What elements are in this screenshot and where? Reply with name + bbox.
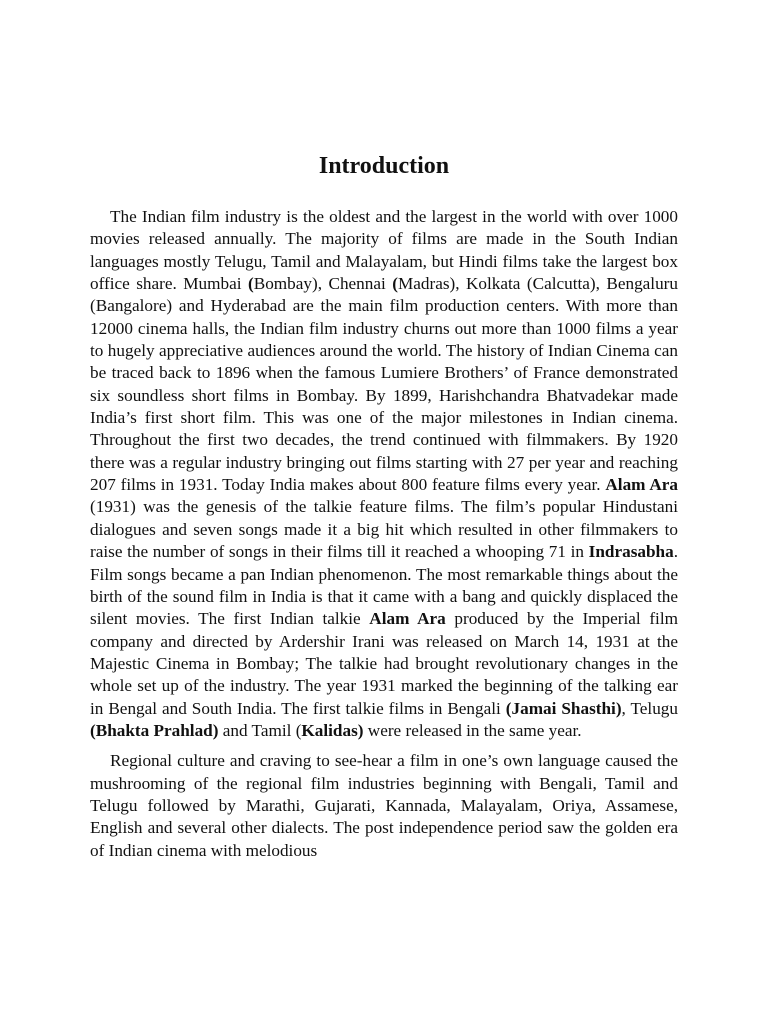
bold-text-run: Indrasabha [588,542,674,562]
text-run: , Telugu [621,698,678,718]
text-run: and Tamil ( [218,720,302,740]
bold-text-run: (Bhakta Prahlad) [90,720,219,740]
text-run: produced by the Imperial film company and directed by Ardershir Irani was released on March 14, 1931 at the Majestic Cinema in Bombay; The talkie had brought revolutionary changes in the whole set up of the industry. The year 1931 marked the beginning of the talking ear in Bengal and South India. The first talkie films in Bengali [90,609,678,718]
bold-text-run: ( [248,274,254,294]
bold-text-run: Alam Ara [605,475,678,495]
bold-text-run: ( [392,274,398,294]
text-run: Madras), Kolkata (Calcutta), Bengaluru (Bangalore) and Hyderabad are the main film production centers. With more than 12000 cinema halls, the Indian film industry churns out more than 1000 films a year to hugely appreciative audiences around the world. The history of Indian Cinema can be traced back to 1896 when the famous Lumiere Brothers’ of France demonstrated six soundless short films in Bombay. By 1899, Harishchandra Bhatvadekar made India’s first short film. This was one of the major milestones in Indian cinema. Throughout the first two decades, the trend continued with filmmakers. By 1920 there was a regular industry bringing out films starting with 27 per year and reaching 207 films in 1931. Today India makes about 800 feature films every year. [90,274,678,495]
text-run: The Indian film industry is the oldest and the largest in the world with over 1000 movies released annually. The majority of films are made in the South Indian languages mostly Telugu, Tamil and Malayalam, but Hindi films take the largest box office share. Mumbai [90,207,678,294]
text-run: (1931) was the genesis of the talkie feature films. The film’s popular Hindustani dialogues and seven songs made it a big hit which resulted in other filmmakers to raise the number of songs in their films till it reached a whooping 71 in [90,497,678,562]
body-text [90,206,678,862]
bold-text-run: Alam Ara [369,609,446,629]
body-paragraph [90,750,678,862]
bold-text-run: Kalidas) [301,720,364,740]
body-paragraph [90,206,678,742]
bold-text-run: (Jamai Shasthi) [505,698,622,718]
text-run: Bombay), Chennai [253,274,393,294]
page-title: Introduction [318,153,450,180]
text-run: were released in the same year. [363,720,582,740]
text-run: Regional culture and craving to see-hear a film in one’s own language caused the mushrooming of the regional film industries beginning with Bengali, Tamil and Telugu followed by Marathi, Gujarati, Kannada, Malayalam, Oriya, Assamese, English and several other dialects. The post independence period saw the golden era of Indian cinema with melodious [90,751,678,860]
text-run: . Film songs became a pan Indian phenomenon. The most remarkable things about the birth of the sound film in India is that it came with a bang and quickly displaced the silent movies. The first Indian talkie [90,542,678,629]
